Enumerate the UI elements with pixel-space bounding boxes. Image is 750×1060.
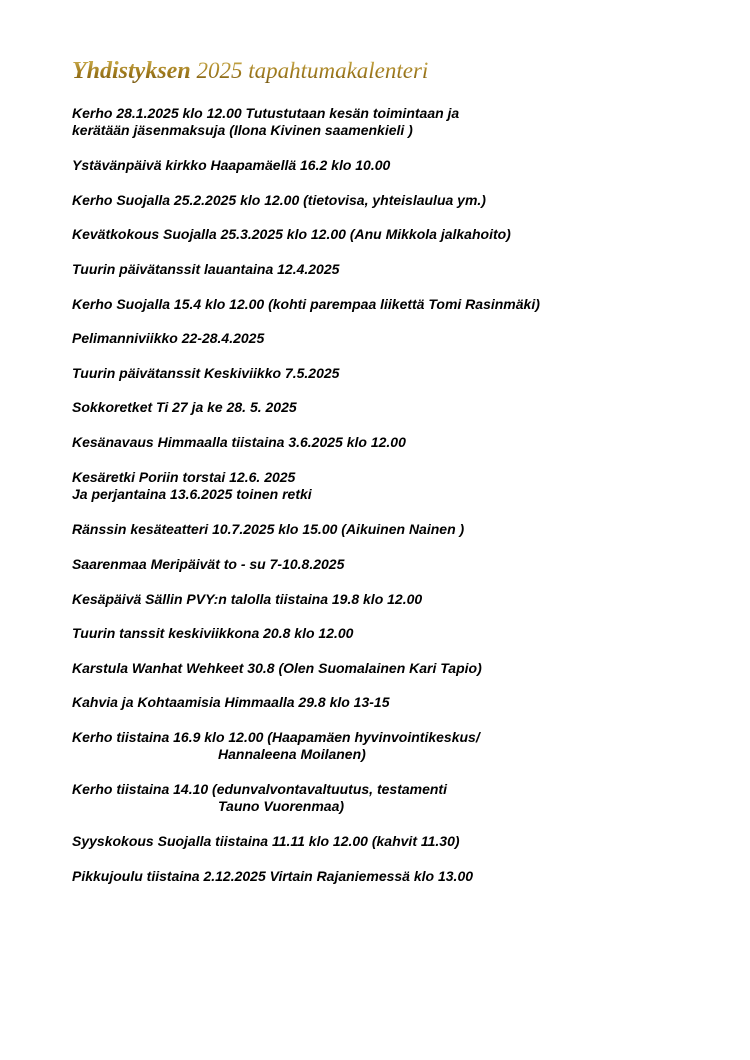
event-item [72,781,447,815]
event-item [72,625,353,642]
event-text: Kerho 28.1.2025 klo 12.00 Tutustutaan kesän toimintaan ja [72,105,460,121]
event-item [72,296,540,313]
event-text: Ja perjantaina 13.6.2025 toinen retki [72,486,312,502]
event-text: Sokkoretket Ti 27 ja ke 28. 5. 2025 [72,399,297,415]
event-text: Tuurin päivätanssit Keskiviikko 7.5.2025 [72,365,340,381]
event-item [72,157,390,174]
event-item [72,591,422,608]
event-item [72,399,297,416]
event-text: Kesäpäivä Sällin PVY:n talolla tiistaina 19.8 klo 12.00 [72,591,423,607]
event-item [72,694,390,711]
event-text: Kahvia ja Kohtaamisia Himmaalla 29.8 klo 13-15 [72,694,390,710]
event-text: Kesäretki Poriin torstai 12.6. 2025 [72,469,296,485]
event-item [72,105,459,139]
event-text: Kevätkokous Suojalla 25.3.2025 klo 12.00 (Anu Mikkola jalkahoito) [72,226,511,242]
title-part-2: 2025 tapahtumakalenteri [196,58,429,83]
event-text: Kerho tiistaina 14.10 (edunvalvontavaltuutus, testamenti [72,781,447,797]
event-text: Syyskokous Suojalla tiistaina 11.11 klo 12.00 (kahvit 11.30) [72,833,460,849]
event-item [72,330,264,347]
event-text: Hannaleena Moilanen) [218,746,366,762]
event-text: Tauno Vuorenmaa) [218,798,345,814]
event-text: Saarenmaa Meripäivät to - su 7-10.8.2025 [72,556,345,572]
event-text: Kerho Suojalla 25.2.2025 klo 12.00 (tietovisa, yhteislaulua ym.) [72,192,486,208]
event-text: Pikkujoulu tiistaina 2.12.2025 Virtain Rajaniemessä klo 13.00 [72,868,474,884]
event-text: Tuurin tanssit keskiviikkona 20.8 klo 12.00 [72,625,354,641]
event-text: Karstula Wanhat Wehkeet 30.8 (Olen Suomalainen Kari Tapio) [72,660,482,676]
event-item [72,521,464,538]
event-item [72,660,482,677]
page-title [72,56,428,86]
event-text: Ystävänpäivä kirkko Haapamäellä 16.2 klo 10.00 [72,157,391,173]
event-text: Pelimanniviikko 22-28.4.2025 [72,330,265,346]
event-item [72,226,511,243]
event-item [72,833,460,850]
event-item [72,365,339,382]
event-item [72,729,480,763]
event-text: Ränssin kesäteatteri 10.7.2025 klo 15.00 (Aikuinen Nainen ) [72,521,465,537]
event-item [72,556,344,573]
event-text: Kerho Suojalla 15.4 klo 12.00 (kohti parempaa liikettä Tomi Rasinmäki) [72,296,540,312]
event-text: Kesänavaus Himmaalla tiistaina 3.6.2025 klo 12.00 [72,434,406,450]
event-item [72,469,312,503]
event-item [72,868,473,885]
event-item [72,192,486,209]
event-text: kerätään jäsenmaksuja (Ilona Kivinen saamenkieli ) [72,122,413,138]
event-item [72,434,406,451]
event-item [72,261,339,278]
title-part-1: Yhdistyksen [72,58,191,84]
event-text: Tuurin päivätanssit lauantaina 12.4.2025 [72,261,340,277]
event-text: Kerho tiistaina 16.9 klo 12.00 (Haapamäen hyvinvointikeskus/ [72,729,480,745]
